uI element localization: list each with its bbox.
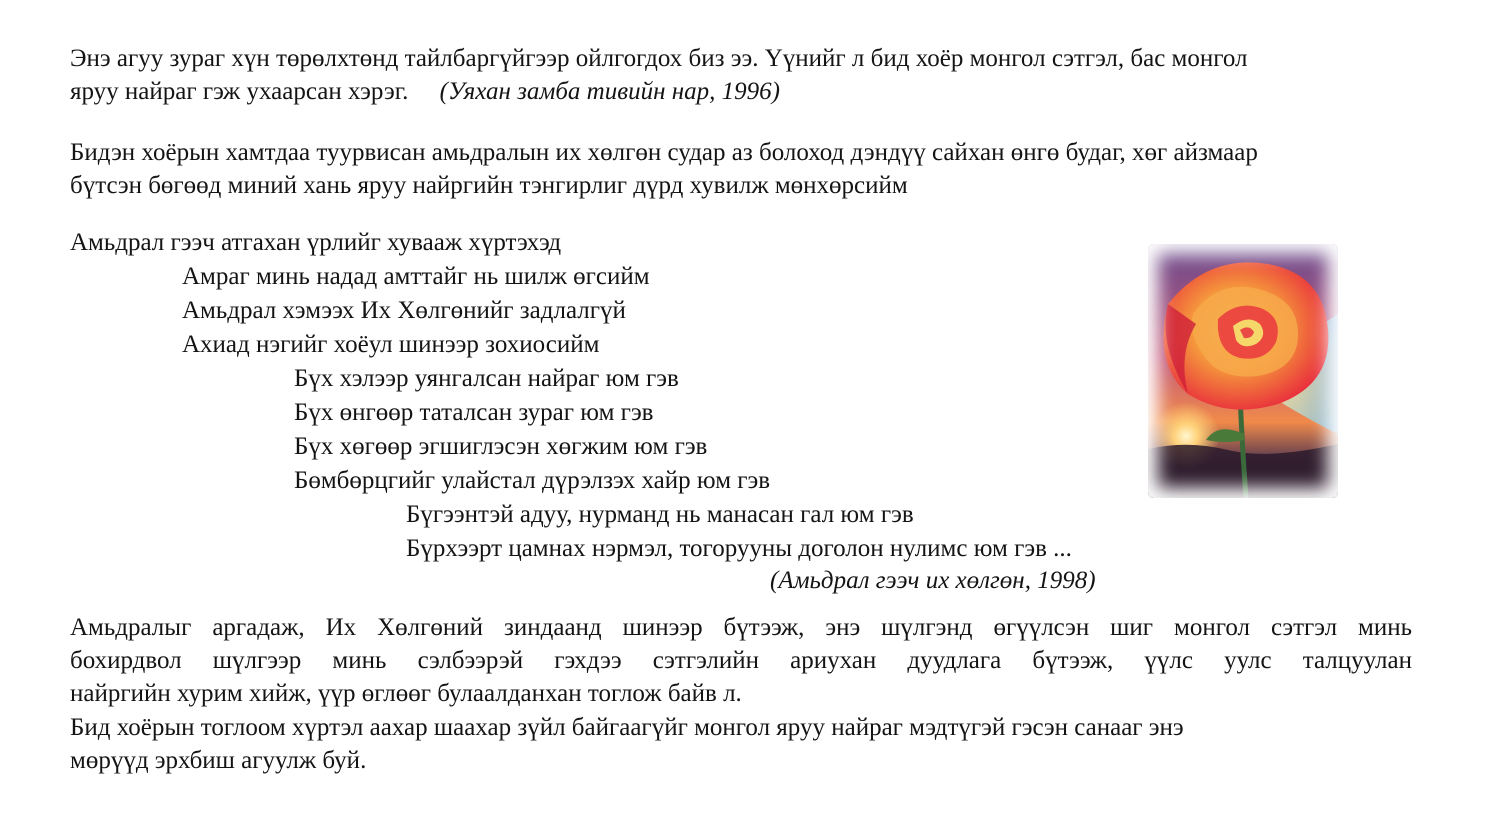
second-paragraph [70, 136, 1412, 202]
poem-line: Амьдрал гээч атгахан үрлийг хувааж хүртэхэд [70, 229, 562, 256]
poem-line: Бөмбөрцгийг улайстал дүрэлзэх хайр юм гэв [294, 467, 771, 494]
third-line-2: бохирдвол шүлгээр минь сэлбээрэй гэхдээ сэтгэлийн ариухан дуудлага бүтээж, үүлс уулс талцуулан [70, 647, 1412, 674]
intro-paragraph [70, 42, 1412, 108]
poem-line: Бүгээнтэй адуу, нурманд нь манасан гал юм гэв [406, 501, 914, 528]
third-line-1: Амьдралыг аргадаж, Их Хөлгөний зиндаанд шинээр бүтээж, энэ шүлгэнд өгүүлсэн шиг монгол сэтгэл минь [70, 614, 1412, 641]
fourth-line-1: Бид хоёрын тоглоом хүртэл аахар шаахар зүйл байгаагүйг монгол яруу найраг мэдтүгэй гэсэн санааг энэ [70, 714, 1184, 741]
intro-citation: (Уяхан замба тивийн нар, 1996) [439, 78, 780, 105]
poem-line: Амьдрал хэмээх Их Хөлгөнийг задлалгүй [182, 297, 626, 324]
intro-line-2 [70, 75, 1412, 108]
second-line-1: Бидэн хоёрын хамтдаа туурвисан амьдралын их хөлгөн судар аз болоход дэндүү сайхан өнгө будаг, хөг айзмаар [70, 139, 1258, 166]
third-line-3: найргийн хурим хийж, үүр өглөөг булаалданхан тоглож байв л. [70, 680, 742, 707]
second-line-2: бүтсэн бөгөөд миний хань яруу найргийн тэнгирлиг дүрд хувилж мөнхөрсийм [70, 172, 908, 199]
poem-line: Бүх хэлээр уянгалсан найраг юм гэв [294, 365, 679, 392]
intro-line-1: Энэ агуу зураг хүн төрөлхтөнд тайлбаргүйгээр ойлгогдох биз ээ. Үүнийг л бид хоёр монгол сэтгэл, бас монгол [70, 45, 1248, 72]
poem-line: Амраг минь надад амттайг нь шилж өгсийм [182, 263, 650, 290]
poem-citation: (Амьдрал гээч их хөлгөн, 1998) [770, 567, 1096, 594]
poem-line: Бүх хөгөөр эгшиглэсэн хөгжим юм гэв [294, 433, 708, 460]
poem-line: Ахиад нэгийг хоёул шинээр зохиосийм [182, 331, 600, 358]
third-paragraph [70, 611, 1412, 710]
poem-line: Бүрхээрт цамнах нэрмэл, тогорууны доголон нулимс юм гэв ... [406, 535, 1072, 562]
fourth-line-2: мөрүүд эрхбиш агуулж буй. [70, 747, 367, 774]
intro-line-2-text: яруу найраг гэж ухаарсан хэрэг. [70, 78, 409, 105]
rose-image [1148, 244, 1338, 498]
fourth-paragraph [70, 711, 1412, 777]
poem-block [70, 226, 1170, 566]
poem-line: Бүх өнгөөр таталсан зураг юм гэв [294, 399, 654, 426]
